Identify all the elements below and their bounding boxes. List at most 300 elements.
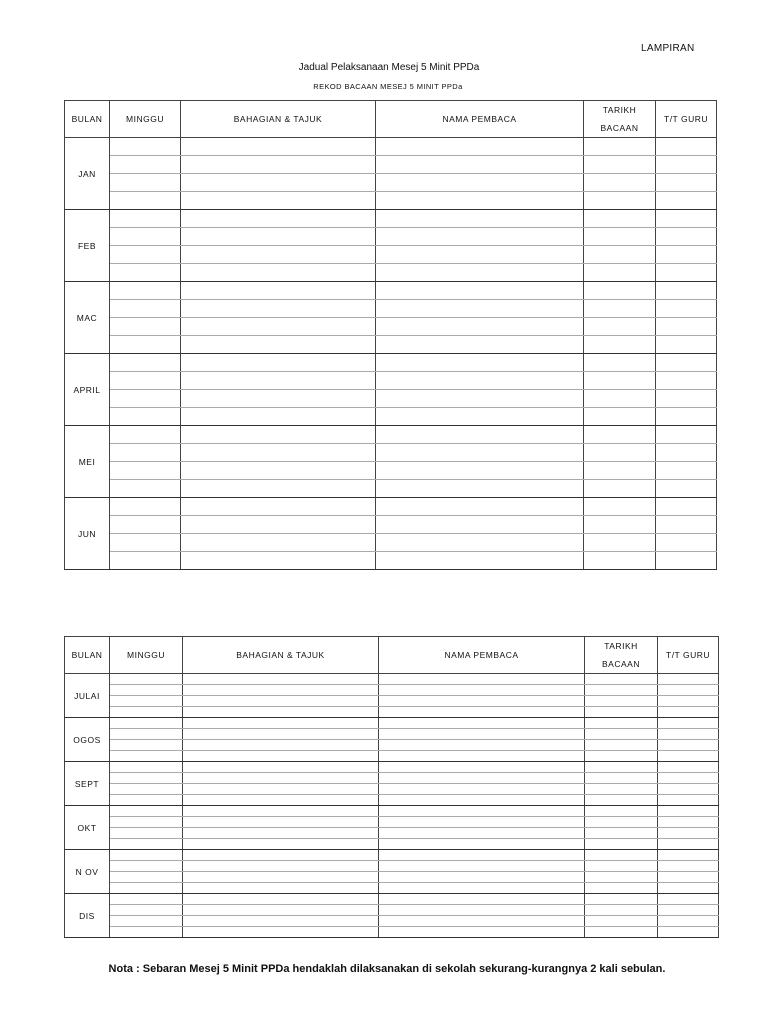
col-tarikh-line2: BACAAN [602,659,640,669]
tarikh-bacaan-cell [584,228,656,246]
tt-guru-cell [656,354,717,372]
tt-guru-cell [656,318,717,336]
minggu-cell [110,156,181,174]
nama-pembaca-cell [376,300,584,318]
month-cell: MEI [65,426,110,498]
table-row [65,707,719,718]
bahagian-tajuk-cell [181,498,376,516]
minggu-cell [110,462,181,480]
minggu-cell [110,905,183,916]
minggu-cell [110,696,183,707]
tt-guru-cell [658,729,719,740]
bahagian-tajuk-cell [183,905,379,916]
tt-guru-cell [656,444,717,462]
nama-pembaca-cell [379,685,585,696]
tarikh-bacaan-cell [584,282,656,300]
minggu-cell [110,894,183,905]
table-row [65,462,717,480]
minggu-cell [110,927,183,938]
tt-guru-cell [658,707,719,718]
tt-guru-cell [656,210,717,228]
table-row [65,828,719,839]
nama-pembaca-cell [376,156,584,174]
month-cell: APRIL [65,354,110,426]
month-cell: JAN [65,138,110,210]
col-bahagian-tajuk: BAHAGIAN & TAJUK [181,101,376,138]
tt-guru-cell [658,773,719,784]
tarikh-bacaan-cell [584,174,656,192]
reading-record-table-1 [64,100,717,570]
nama-pembaca-cell [376,282,584,300]
table-row [65,264,717,282]
minggu-cell [110,300,181,318]
tt-guru-cell [658,696,719,707]
nama-pembaca-cell [376,462,584,480]
bahagian-tajuk-cell [183,751,379,762]
table-row [65,336,717,354]
tarikh-bacaan-cell [585,729,658,740]
col-tarikh-line1: TARIKH [604,641,638,651]
tarikh-bacaan-cell [584,246,656,264]
table-row [65,751,719,762]
bahagian-tajuk-cell [181,174,376,192]
tt-guru-cell [658,740,719,751]
bahagian-tajuk-cell [183,729,379,740]
tt-guru-cell [656,228,717,246]
minggu-cell [110,426,181,444]
table-row [65,883,719,894]
tarikh-bacaan-cell [584,300,656,318]
bahagian-tajuk-cell [181,372,376,390]
minggu-cell [110,795,183,806]
tarikh-bacaan-cell [584,462,656,480]
nama-pembaca-cell [379,773,585,784]
col-nama-pembaca: NAMA PEMBACA [376,101,584,138]
bahagian-tajuk-cell [183,740,379,751]
month-cell: SEPT [65,762,110,806]
bahagian-tajuk-cell [183,784,379,795]
minggu-cell [110,751,183,762]
tarikh-bacaan-cell [585,916,658,927]
tarikh-bacaan-cell [585,795,658,806]
minggu-cell [110,883,183,894]
tt-guru-cell [656,336,717,354]
col-tarikh-line2: BACAAN [600,123,639,133]
nama-pembaca-cell [379,729,585,740]
minggu-cell [110,390,181,408]
table-row [65,480,717,498]
table-row [65,773,719,784]
tt-guru-cell [656,264,717,282]
bahagian-tajuk-cell [183,773,379,784]
minggu-cell [110,674,183,685]
minggu-cell [110,246,181,264]
tt-guru-cell [658,927,719,938]
bahagian-tajuk-cell [183,674,379,685]
tt-guru-cell [658,828,719,839]
nama-pembaca-cell [379,751,585,762]
tt-guru-cell [656,516,717,534]
tt-guru-cell [658,762,719,773]
table-row [65,498,717,516]
tarikh-bacaan-cell [584,516,656,534]
nama-pembaca-cell [379,894,585,905]
tt-guru-cell [656,372,717,390]
minggu-cell [110,228,181,246]
minggu-cell [110,828,183,839]
bahagian-tajuk-cell [183,916,379,927]
tarikh-bacaan-cell [584,156,656,174]
nama-pembaca-cell [379,927,585,938]
table-row [65,228,717,246]
bahagian-tajuk-cell [181,228,376,246]
minggu-cell [110,718,183,729]
tarikh-bacaan-cell [584,426,656,444]
nama-pembaca-cell [376,426,584,444]
tarikh-bacaan-cell [585,872,658,883]
nama-pembaca-cell [376,516,584,534]
minggu-cell [110,138,181,156]
table-row [65,534,717,552]
nama-pembaca-cell [379,850,585,861]
minggu-cell [110,817,183,828]
tt-guru-cell [656,426,717,444]
table-row [65,806,719,817]
tt-guru-cell [656,408,717,426]
tt-guru-cell [658,817,719,828]
month-cell: MAC [65,282,110,354]
tt-guru-cell [656,534,717,552]
table-row [65,762,719,773]
table-row [65,246,717,264]
tarikh-bacaan-cell [584,552,656,570]
table-row [65,685,719,696]
minggu-cell [110,192,181,210]
nama-pembaca-cell [379,916,585,927]
nama-pembaca-cell [379,718,585,729]
minggu-cell [110,282,181,300]
table-body [65,138,717,570]
bahagian-tajuk-cell [183,883,379,894]
table-row [65,817,719,828]
tt-guru-cell [658,795,719,806]
tarikh-bacaan-cell [584,444,656,462]
table-row [65,784,719,795]
bahagian-tajuk-cell [183,707,379,718]
table-body [65,674,719,938]
bahagian-tajuk-cell [183,795,379,806]
tarikh-bacaan-cell [584,408,656,426]
tt-guru-cell [658,718,719,729]
page-subtitle: REKOD BACAAN MESEJ 5 MINIT PPDa [313,82,463,91]
table-row [65,138,717,156]
tarikh-bacaan-cell [585,850,658,861]
nama-pembaca-cell [376,552,584,570]
tarikh-bacaan-cell [585,685,658,696]
table-row [65,861,719,872]
bahagian-tajuk-cell [181,552,376,570]
nama-pembaca-cell [376,480,584,498]
nama-pembaca-cell [379,872,585,883]
col-bulan: BULAN [65,101,110,138]
tt-guru-cell [656,462,717,480]
table-row [65,318,717,336]
tt-guru-cell [656,156,717,174]
nama-pembaca-cell [379,905,585,916]
table-row [65,850,719,861]
bahagian-tajuk-cell [183,696,379,707]
tt-guru-cell [656,480,717,498]
tarikh-bacaan-cell [584,534,656,552]
col-nama-pembaca: NAMA PEMBACA [379,637,585,674]
month-cell: FEB [65,210,110,282]
table-row [65,894,719,905]
month-cell: DIS [65,894,110,938]
nama-pembaca-cell [376,444,584,462]
col-tarikh-bacaan [585,637,658,674]
nama-pembaca-cell [379,707,585,718]
month-cell: N OV [65,850,110,894]
tt-guru-cell [656,390,717,408]
table-row [65,408,717,426]
page-title: Jadual Pelaksanaan Mesej 5 Minit PPDa [298,62,480,73]
table-row [65,354,717,372]
nama-pembaca-cell [376,336,584,354]
table-row [65,156,717,174]
tarikh-bacaan-cell [585,927,658,938]
tarikh-bacaan-cell [584,390,656,408]
footer-note: Nota : Sebaran Mesej 5 Minit PPDa hendaklah dilaksanakan di sekolah sekurang-kurangnya 2 kali sebulan. [108,963,666,975]
col-tt-guru: T/T GURU [656,101,717,138]
bahagian-tajuk-cell [181,444,376,462]
nama-pembaca-cell [379,674,585,685]
lampiran-label: LAMPIRAN [641,43,695,54]
table-row [65,795,719,806]
bahagian-tajuk-cell [183,828,379,839]
tarikh-bacaan-cell [584,354,656,372]
minggu-cell [110,444,181,462]
tarikh-bacaan-cell [584,210,656,228]
minggu-cell [110,916,183,927]
bahagian-tajuk-cell [181,516,376,534]
minggu-cell [110,372,181,390]
minggu-cell [110,762,183,773]
bahagian-tajuk-cell [181,480,376,498]
table-row [65,927,719,938]
minggu-cell [110,839,183,850]
table-row [65,192,717,210]
minggu-cell [110,174,181,192]
nama-pembaca-cell [379,795,585,806]
col-tarikh-line1: TARIKH [602,105,637,115]
tarikh-bacaan-cell [585,806,658,817]
tt-guru-cell [658,685,719,696]
table-row [65,674,719,685]
tarikh-bacaan-cell [585,751,658,762]
nama-pembaca-cell [376,372,584,390]
tarikh-bacaan-cell [585,740,658,751]
tarikh-bacaan-cell [585,707,658,718]
nama-pembaca-cell [379,817,585,828]
tt-guru-cell [658,894,719,905]
bahagian-tajuk-cell [181,390,376,408]
tarikh-bacaan-cell [585,894,658,905]
table-row [65,905,719,916]
minggu-cell [110,872,183,883]
bahagian-tajuk-cell [181,192,376,210]
table-row [65,444,717,462]
minggu-cell [110,740,183,751]
tt-guru-cell [656,192,717,210]
table-row [65,916,719,927]
tt-guru-cell [658,916,719,927]
tarikh-bacaan-cell [584,318,656,336]
tarikh-bacaan-cell [585,674,658,685]
bahagian-tajuk-cell [181,246,376,264]
tarikh-bacaan-cell [584,138,656,156]
bahagian-tajuk-cell [181,264,376,282]
col-bahagian-tajuk: BAHAGIAN & TAJUK [183,637,379,674]
nama-pembaca-cell [379,806,585,817]
tt-guru-cell [658,674,719,685]
tarikh-bacaan-cell [584,480,656,498]
tarikh-bacaan-cell [584,498,656,516]
table-row [65,872,719,883]
minggu-cell [110,806,183,817]
tt-guru-cell [658,872,719,883]
col-bulan: BULAN [65,637,110,674]
nama-pembaca-cell [379,828,585,839]
col-tarikh-bacaan [584,101,656,138]
minggu-cell [110,552,181,570]
month-cell: OKT [65,806,110,850]
bahagian-tajuk-cell [181,300,376,318]
bahagian-tajuk-cell [183,861,379,872]
table-row [65,174,717,192]
minggu-cell [110,685,183,696]
minggu-cell [110,498,181,516]
tarikh-bacaan-cell [585,839,658,850]
bahagian-tajuk-cell [183,872,379,883]
bahagian-tajuk-cell [183,806,379,817]
nama-pembaca-cell [376,390,584,408]
table-row [65,210,717,228]
tarikh-bacaan-cell [585,905,658,916]
minggu-cell [110,534,181,552]
month-cell: JUN [65,498,110,570]
bahagian-tajuk-cell [181,426,376,444]
table-row [65,839,719,850]
nama-pembaca-cell [376,192,584,210]
nama-pembaca-cell [379,883,585,894]
nama-pembaca-cell [379,784,585,795]
table-row [65,300,717,318]
table-row [65,718,719,729]
nama-pembaca-cell [376,498,584,516]
bahagian-tajuk-cell [183,718,379,729]
nama-pembaca-cell [376,408,584,426]
bahagian-tajuk-cell [181,408,376,426]
tt-guru-cell [658,861,719,872]
col-tt-guru: T/T GURU [658,637,719,674]
tt-guru-cell [658,905,719,916]
minggu-cell [110,264,181,282]
table-row [65,729,719,740]
table-row [65,516,717,534]
nama-pembaca-cell [379,740,585,751]
table-row [65,552,717,570]
table-row [65,696,719,707]
tarikh-bacaan-cell [584,336,656,354]
table-row [65,390,717,408]
bahagian-tajuk-cell [183,817,379,828]
col-minggu: MINGGU [110,101,181,138]
minggu-cell [110,318,181,336]
tt-guru-cell [658,784,719,795]
tarikh-bacaan-cell [584,192,656,210]
minggu-cell [110,480,181,498]
nama-pembaca-cell [376,210,584,228]
bahagian-tajuk-cell [181,318,376,336]
table-header-row [65,637,719,674]
tarikh-bacaan-cell [585,784,658,795]
tt-guru-cell [656,174,717,192]
nama-pembaca-cell [379,696,585,707]
minggu-cell [110,850,183,861]
minggu-cell [110,729,183,740]
tarikh-bacaan-cell [585,718,658,729]
bahagian-tajuk-cell [181,156,376,174]
bahagian-tajuk-cell [181,534,376,552]
tarikh-bacaan-cell [585,861,658,872]
tt-guru-cell [656,138,717,156]
tt-guru-cell [656,246,717,264]
table-header-row [65,101,717,138]
nama-pembaca-cell [379,861,585,872]
nama-pembaca-cell [379,762,585,773]
tt-guru-cell [658,883,719,894]
tarikh-bacaan-cell [585,883,658,894]
bahagian-tajuk-cell [181,210,376,228]
tarikh-bacaan-cell [584,264,656,282]
bahagian-tajuk-cell [183,927,379,938]
tarikh-bacaan-cell [585,773,658,784]
nama-pembaca-cell [376,174,584,192]
nama-pembaca-cell [376,138,584,156]
bahagian-tajuk-cell [183,850,379,861]
bahagian-tajuk-cell [183,839,379,850]
bahagian-tajuk-cell [183,685,379,696]
nama-pembaca-cell [376,228,584,246]
minggu-cell [110,707,183,718]
tarikh-bacaan-cell [585,828,658,839]
minggu-cell [110,336,181,354]
col-minggu: MINGGU [110,637,183,674]
minggu-cell [110,784,183,795]
tt-guru-cell [656,498,717,516]
nama-pembaca-cell [376,318,584,336]
bahagian-tajuk-cell [181,138,376,156]
tt-guru-cell [656,552,717,570]
minggu-cell [110,861,183,872]
table-row [65,372,717,390]
nama-pembaca-cell [376,534,584,552]
tarikh-bacaan-cell [585,817,658,828]
tarikh-bacaan-cell [584,372,656,390]
table-row [65,426,717,444]
bahagian-tajuk-cell [181,354,376,372]
tt-guru-cell [656,300,717,318]
